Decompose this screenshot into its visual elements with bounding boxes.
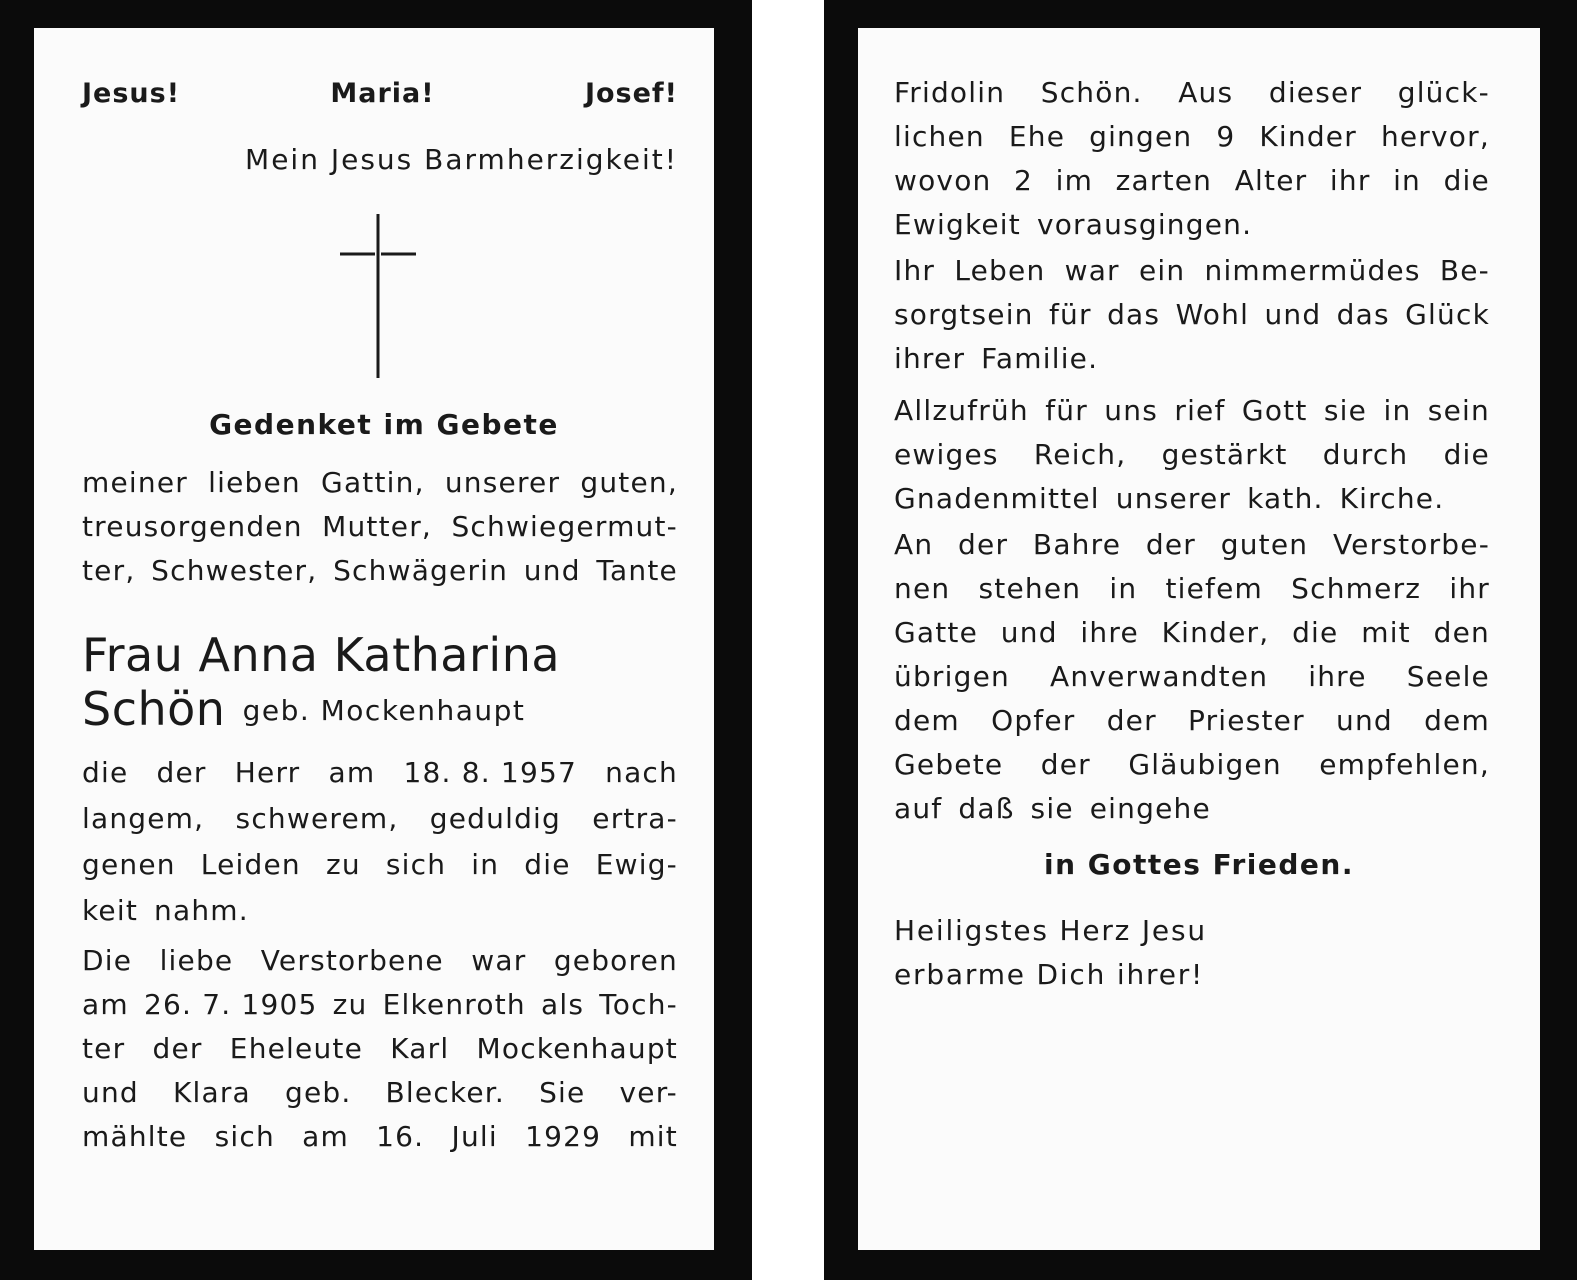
word: die (82, 756, 129, 789)
word: mit (628, 1120, 678, 1153)
left-black-border (0, 0, 752, 1280)
word: Glück (1405, 298, 1490, 331)
word: zu (332, 988, 368, 1021)
text-line (894, 792, 1490, 826)
prayer-line: Heiligstes Herz Jesu (894, 914, 1207, 947)
word: Aus (1178, 76, 1234, 109)
word: und (1264, 298, 1322, 331)
word: Familie. (981, 342, 1099, 375)
word: durch (1322, 438, 1409, 471)
word: Schwiegermut- (451, 510, 678, 543)
text-line (894, 482, 1490, 516)
word: ihr (1329, 164, 1371, 197)
text-line (894, 254, 1490, 288)
word: der (152, 1032, 203, 1065)
word: ihrer (894, 342, 966, 375)
text-line (894, 342, 1490, 376)
invocation-josef: Josef! (584, 78, 678, 109)
word: Ewigkeit (894, 208, 1021, 241)
word: Elkenroth (382, 988, 526, 1021)
word: nach (605, 756, 678, 789)
word: Kinder (1259, 120, 1357, 153)
word: kath. (1247, 482, 1324, 515)
word: in (1393, 164, 1422, 197)
word: Kinder, (1161, 616, 1270, 649)
word: Reich, (1033, 438, 1127, 471)
word: und (523, 554, 581, 587)
word: Juli (451, 1120, 498, 1153)
text-line (894, 704, 1490, 738)
word: übrigen (894, 660, 1010, 693)
word: die (1443, 438, 1490, 471)
text-line (82, 1032, 678, 1066)
word: Die (82, 944, 133, 977)
word: eingehe (1089, 792, 1211, 825)
word: die (1443, 164, 1490, 197)
word: gestärkt (1161, 438, 1288, 471)
text-line (894, 748, 1490, 782)
word: guten, (580, 466, 678, 499)
text-line (894, 660, 1490, 694)
text-line (82, 510, 678, 544)
word: keit (82, 894, 139, 927)
right-card (858, 28, 1540, 1250)
word: sein (1427, 394, 1490, 427)
word: Mockenhaupt (476, 1032, 678, 1065)
cross-icon (338, 214, 418, 378)
word: Gott (1241, 394, 1308, 427)
word: in (471, 848, 500, 881)
word: Schwägerin (333, 554, 509, 587)
word: Tante (596, 554, 678, 587)
word: geboren (553, 944, 678, 977)
word: Toch- (599, 988, 678, 1021)
word: Allzufrüh (894, 394, 1029, 427)
word: Gattin, (321, 466, 425, 499)
word: glück- (1397, 76, 1490, 109)
text-line (894, 616, 1490, 650)
word: am (328, 756, 376, 789)
word: treusorgenden (82, 510, 303, 543)
word: Opfer (991, 704, 1076, 737)
word: Karl (390, 1032, 450, 1065)
word: Be- (1439, 254, 1490, 287)
word: liebe (159, 944, 234, 977)
word: war (471, 944, 527, 977)
word: Herr (234, 756, 301, 789)
word: sorgtsein (894, 298, 1034, 331)
word: stehen (978, 572, 1082, 605)
word: Fridolin (894, 76, 1006, 109)
text-line (894, 298, 1490, 332)
word: und (82, 1076, 139, 1109)
text-line (82, 802, 678, 836)
word: den (1433, 616, 1490, 649)
word: 2 (1014, 164, 1034, 197)
word: Gläubigen (1128, 748, 1282, 781)
word: meiner (82, 466, 188, 499)
word: ihre (1308, 660, 1367, 693)
word: rief (1174, 394, 1226, 427)
word: Gatte (894, 616, 979, 649)
word: 26. 7. 1905 (143, 988, 318, 1021)
word: unserer (444, 466, 561, 499)
birth-name: geb. Mockenhaupt (242, 694, 526, 727)
word: Ehe (1008, 120, 1066, 153)
word: Eheleute (229, 1032, 364, 1065)
word: Ihr (894, 254, 936, 287)
invocation-jesus: Jesus! (82, 78, 181, 109)
word: Leiden (200, 848, 301, 881)
word: Gebete (894, 748, 1004, 781)
word: in (1109, 572, 1138, 605)
word: Alter (1234, 164, 1308, 197)
word: mählte (82, 1120, 188, 1153)
word: dem (894, 704, 960, 737)
word: Seele (1406, 660, 1490, 693)
word: hervor, (1380, 120, 1490, 153)
text-line (894, 394, 1490, 428)
word: der (1106, 704, 1157, 737)
word: geduldig (429, 802, 561, 835)
deceased-name: Frau Anna Katharina Schön (82, 628, 561, 736)
word: in (1383, 394, 1412, 427)
peace-line: in Gottes Frieden. (1043, 848, 1354, 881)
right-black-border (824, 0, 1577, 1280)
word: im (1055, 164, 1094, 197)
word: nahm. (154, 894, 249, 927)
word: empfehlen, (1319, 748, 1490, 781)
invocations (82, 78, 678, 109)
word: daß (958, 792, 1015, 825)
text-line (894, 438, 1490, 472)
text-line (894, 208, 1490, 242)
word: ein (1138, 254, 1186, 287)
word: Schwester, (151, 554, 318, 587)
word: geb. (284, 1076, 352, 1109)
word: nen (894, 572, 951, 605)
word: lieben (208, 466, 301, 499)
text-line (82, 756, 678, 790)
word: Leben (954, 254, 1046, 287)
word: An (894, 528, 934, 561)
word: lichen (894, 120, 985, 153)
word: ihr (1449, 572, 1490, 605)
word: uns (1104, 394, 1158, 427)
word: sie (1323, 394, 1368, 427)
word: tiefem (1165, 572, 1263, 605)
word: und (1000, 616, 1058, 649)
word: am (302, 1120, 349, 1153)
word: Verstorbene (260, 944, 444, 977)
word: gingen (1089, 120, 1193, 153)
word: Priester (1188, 704, 1305, 737)
word: die (524, 848, 571, 881)
word: am (82, 988, 129, 1021)
word: nimmermüdes (1204, 254, 1421, 287)
left-card (34, 28, 714, 1250)
word: 9 (1216, 120, 1236, 153)
word: der (1040, 748, 1091, 781)
word: ertra- (592, 802, 678, 835)
word: 1929 (525, 1120, 602, 1153)
word: langem, (82, 802, 205, 835)
word: unserer (1115, 482, 1232, 515)
word: auf (894, 792, 943, 825)
word: wovon (894, 164, 992, 197)
word: Mutter, (322, 510, 433, 543)
remember-heading: Gedenket im Gebete (209, 408, 559, 441)
word: ter (82, 1032, 126, 1065)
word: Schmerz (1291, 572, 1422, 605)
word: dieser (1268, 76, 1363, 109)
word: Wohl (1175, 298, 1250, 331)
text-line (82, 554, 678, 588)
word: der (156, 756, 207, 789)
word: Sie (539, 1076, 586, 1109)
invocation-maria: Maria! (330, 78, 435, 109)
word: die (1292, 616, 1339, 649)
word: genen (82, 848, 176, 881)
text-line (82, 466, 678, 500)
word: ver- (619, 1076, 678, 1109)
text-line (82, 848, 678, 882)
text-line (894, 120, 1490, 154)
word: sich (385, 848, 447, 881)
word: zu (325, 848, 361, 881)
word: schwerem, (235, 802, 399, 835)
prayer-line: erbarme Dich ihrer! (894, 958, 1205, 991)
word: der (958, 528, 1009, 561)
word: das (1336, 298, 1390, 331)
word: vorausgingen. (1036, 208, 1253, 241)
word: dem (1424, 704, 1490, 737)
text-line (82, 894, 678, 928)
text-line (82, 1076, 678, 1110)
word: 18. 8. 1957 (403, 756, 577, 789)
word: Anverwandten (1050, 660, 1269, 693)
text-line (82, 944, 678, 978)
word: zarten (1115, 164, 1213, 197)
word: Blecker. (385, 1076, 506, 1109)
word: Kirche. (1339, 482, 1445, 515)
text-line (894, 164, 1490, 198)
word: Verstorbe- (1332, 528, 1490, 561)
word: und (1336, 704, 1393, 737)
word: das (1107, 298, 1161, 331)
word: Ewig- (595, 848, 678, 881)
word: als (540, 988, 585, 1021)
text-line (894, 572, 1490, 606)
word: war (1064, 254, 1120, 287)
word: Gnadenmittel (894, 482, 1100, 515)
word: für (1045, 394, 1088, 427)
word: Bahre (1032, 528, 1122, 561)
word: sich (214, 1120, 275, 1153)
word: sie (1030, 792, 1074, 825)
word: ter, (82, 554, 136, 587)
text-line (894, 528, 1490, 562)
text-line (82, 1120, 678, 1154)
word: ihre (1080, 616, 1139, 649)
word: der (1145, 528, 1197, 561)
word: Klara (172, 1076, 251, 1109)
word: guten (1220, 528, 1309, 561)
word: 16. (376, 1120, 425, 1153)
mercy-prayer: Mein Jesus Barmherzigkeit! (245, 143, 678, 176)
word: Schön. (1040, 76, 1143, 109)
text-line (82, 988, 678, 1022)
word: mit (1361, 616, 1411, 649)
text-line (894, 76, 1490, 110)
word: für (1049, 298, 1092, 331)
word: ewiges (894, 438, 999, 471)
